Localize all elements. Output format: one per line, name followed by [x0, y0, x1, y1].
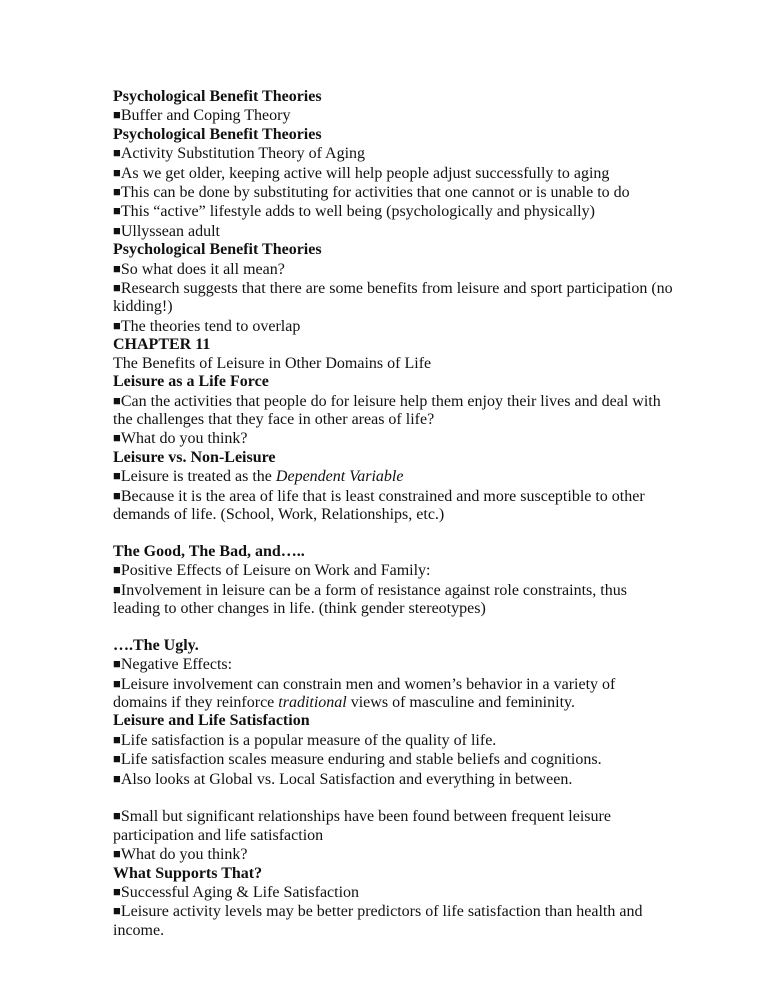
bullet-text: Life satisfaction is a popular measure of the quality of life.	[120, 731, 497, 749]
bullet-text: As we get older, keeping active will help people adjust successfully to aging	[120, 164, 610, 182]
square-bullet-icon: ■	[113, 487, 121, 503]
square-bullet-icon: ■	[113, 203, 121, 219]
bullet-item	[113, 279, 673, 317]
bullet-item	[113, 202, 673, 221]
section-heading: The Good, The Bad, and…..	[113, 542, 305, 560]
square-bullet-icon: ■	[113, 280, 121, 296]
bullet-item	[113, 144, 673, 163]
bullet-item	[113, 106, 673, 125]
section-heading: What Supports That?	[113, 864, 263, 882]
square-bullet-icon: ■	[113, 430, 121, 446]
bullet-text: views of masculine and femininity.	[346, 693, 575, 711]
square-bullet-icon: ■	[113, 145, 121, 161]
square-bullet-icon: ■	[113, 164, 121, 180]
square-bullet-icon: ■	[113, 107, 121, 123]
bullet-item	[113, 467, 673, 486]
bullet-item	[113, 222, 673, 241]
bullet-text: This “active” lifestyle adds to well being (psychologically and physically)	[120, 203, 595, 221]
bullet-item	[113, 655, 673, 674]
bullet-text: What do you think?	[120, 846, 248, 864]
emphasis-text: Dependent Variable	[275, 468, 404, 486]
square-bullet-icon: ■	[113, 260, 121, 276]
square-bullet-icon: ■	[113, 468, 121, 484]
square-bullet-icon: ■	[113, 846, 121, 862]
bullet-item	[113, 429, 673, 448]
emphasis-text: traditional	[278, 693, 347, 711]
section-heading: Psychological Benefit Theories	[113, 125, 322, 143]
chapter-subtitle: The Benefits of Leisure in Other Domains of Life	[113, 354, 432, 372]
bullet-text: Research suggests that there are some benefits from leisure and sport participation (no kidding!)	[113, 280, 673, 316]
bullet-text: Also looks at Global vs. Local Satisfaction and everything in between.	[120, 770, 573, 788]
bullet-text: The theories tend to overlap	[120, 317, 301, 335]
bullet-text: Buffer and Coping Theory	[120, 107, 291, 125]
bullet-text: Successful Aging & Life Satisfaction	[120, 884, 360, 902]
square-bullet-icon: ■	[113, 392, 121, 408]
blank-line	[113, 618, 673, 636]
bullet-text: What do you think?	[120, 430, 248, 448]
square-bullet-icon: ■	[113, 770, 121, 786]
square-bullet-icon: ■	[113, 675, 121, 691]
square-bullet-icon: ■	[113, 903, 121, 919]
chapter-heading: CHAPTER 11	[113, 336, 211, 354]
section-heading: Leisure vs. Non-Leisure	[113, 448, 276, 466]
bullet-text: Leisure involvement can constrain men and women’s behavior in a variety of domains if they reinforce	[113, 675, 616, 711]
section-heading: Psychological Benefit Theories	[113, 241, 322, 259]
square-bullet-icon: ■	[113, 222, 121, 238]
bullet-text: So what does it all mean?	[120, 260, 285, 278]
square-bullet-icon: ■	[113, 562, 121, 578]
bullet-text: Activity Substitution Theory of Aging	[120, 145, 366, 163]
bullet-text: Leisure is treated as the	[120, 468, 276, 486]
blank-line	[113, 524, 673, 542]
bullet-item	[113, 317, 673, 336]
bullet-text: Positive Effects of Leisure on Work and Family:	[120, 562, 431, 580]
bullet-item	[113, 487, 673, 525]
square-bullet-icon: ■	[113, 731, 121, 747]
bullet-item	[113, 561, 673, 580]
section-heading: Leisure as a Life Force	[113, 373, 269, 391]
bullet-item	[113, 731, 673, 750]
square-bullet-icon: ■	[113, 317, 121, 333]
bullet-item	[113, 807, 673, 845]
bullet-text: Can the activities that people do for leisure help them enjoy their lives and deal with the challenges that they face in other areas of life?	[113, 392, 661, 428]
square-bullet-icon: ■	[113, 884, 121, 900]
bullet-item	[113, 164, 673, 183]
square-bullet-icon: ■	[113, 581, 121, 597]
blank-line	[113, 789, 673, 807]
bullet-item	[113, 675, 673, 713]
bullet-item	[113, 183, 673, 202]
section-heading: Leisure and Life Satisfaction	[113, 712, 310, 730]
bullet-text: Because it is the area of life that is least constrained and more susceptible to other demands of life. (School, Work, Relationships, etc.)	[113, 487, 645, 523]
bullet-text: Involvement in leisure can be a form of resistance against role constraints, thus leading to other changes in life. (think gender stereotypes)	[113, 581, 627, 617]
bullet-text: Life satisfaction scales measure enduring and stable beliefs and cognitions.	[120, 751, 602, 769]
bullet-text: This can be done by substituting for activities that one cannot or is unable to do	[120, 184, 630, 202]
bullet-item	[113, 581, 673, 619]
bullet-item	[113, 750, 673, 769]
bullet-item	[113, 883, 673, 902]
bullet-item	[113, 770, 673, 789]
bullet-text: Small but significant relationships have been found between frequent leisure participation and life satisfaction	[113, 808, 611, 844]
bullet-text: Negative Effects:	[120, 656, 233, 674]
bullet-item	[113, 902, 673, 940]
section-heading: Psychological Benefit Theories	[113, 88, 322, 105]
square-bullet-icon: ■	[113, 656, 121, 672]
square-bullet-icon: ■	[113, 808, 121, 824]
bullet-item	[113, 260, 673, 279]
document-page	[113, 88, 673, 940]
square-bullet-icon: ■	[113, 184, 121, 200]
bullet-item	[113, 845, 673, 864]
bullet-text: Leisure activity levels may be better predictors of life satisfaction than health and income.	[113, 903, 643, 939]
bullet-item	[113, 392, 673, 430]
bullet-text: Ullyssean adult	[120, 222, 220, 240]
square-bullet-icon: ■	[113, 751, 121, 767]
section-heading: ….The Ugly.	[113, 636, 199, 654]
